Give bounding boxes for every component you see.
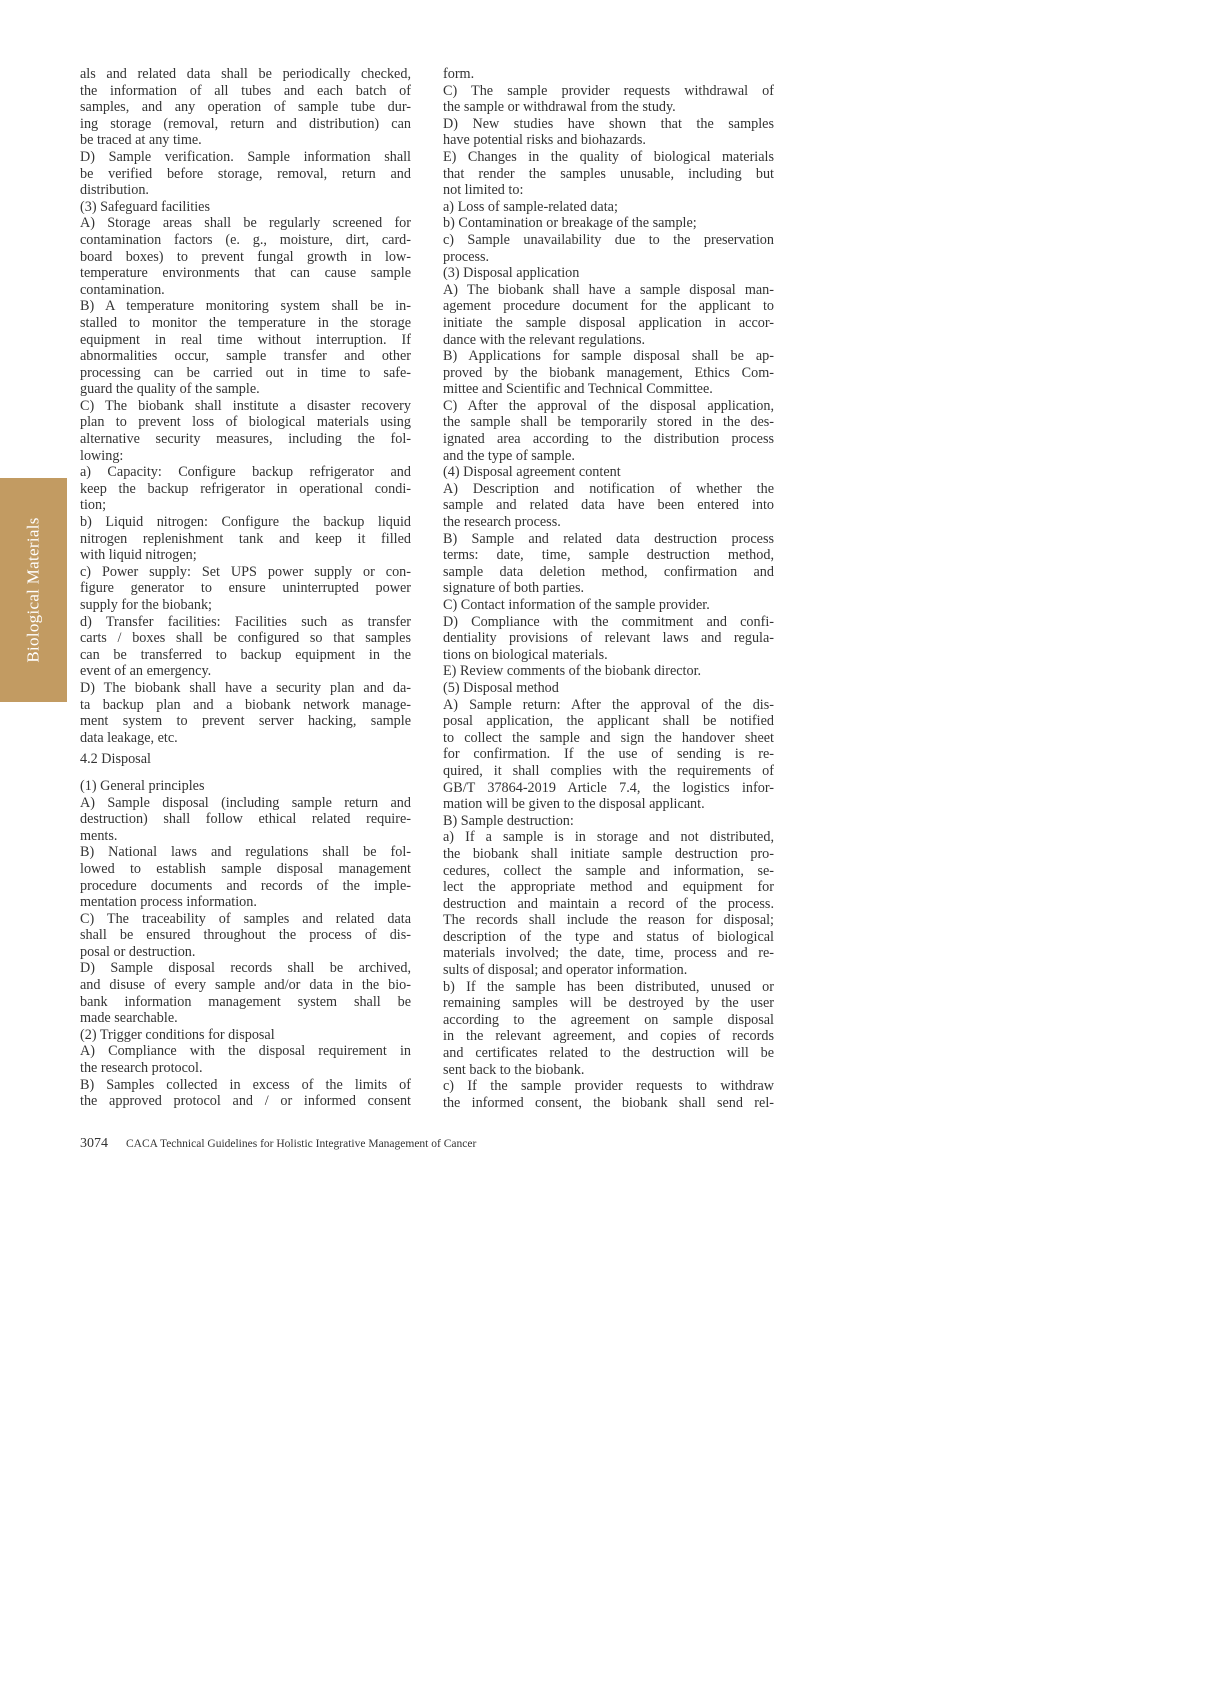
text-line: D) Sample disposal records shall be archived, <box>80 960 411 977</box>
text-line: that render the samples unusable, including but <box>443 165 774 182</box>
text-line: plan to prevent loss of biological materials using <box>80 414 411 431</box>
text-line: ment system to prevent server hacking, sample <box>80 713 411 730</box>
text-line: (3) Disposal application <box>443 265 580 282</box>
text-line: the informed consent, the biobank shall send rel- <box>443 1094 774 1111</box>
text-line: be verified before storage, removal, return and <box>80 165 411 182</box>
text-line: have potential risks and biohazards. <box>443 132 646 149</box>
text-line: a) If a sample is in storage and not distributed, <box>443 829 774 846</box>
text-line: to collect the sample and sign the handover sheet <box>443 729 774 746</box>
text-line: als and related data shall be periodically checked, <box>80 66 411 82</box>
text-line: guard the quality of the sample. <box>80 381 260 398</box>
text-line: the information of all tubes and each batch of <box>80 82 411 99</box>
text-line: in the relevant agreement, and copies of records <box>443 1028 774 1045</box>
text-line: C) The traceability of samples and related data <box>80 910 411 927</box>
text-line: samples, and any operation of sample tube dur- <box>80 99 411 116</box>
text-line: event of an emergency. <box>80 663 212 680</box>
text-line: proved by the biobank management, Ethics Com- <box>443 364 774 381</box>
text-line: the biobank shall initiate sample destruction pro- <box>443 845 774 862</box>
text-line: D) The biobank shall have a security plan and da- <box>80 679 411 696</box>
text-line: c) Power supply: Set UPS power supply or con- <box>80 563 411 580</box>
text-line: destruction) shall follow ethical related require- <box>80 811 411 828</box>
text-line: sample data deletion method, confirmation and <box>443 563 774 580</box>
text-line: initiate the sample disposal application in accor- <box>443 314 774 331</box>
text-line: equipment in real time without interruption. If <box>80 331 411 348</box>
text-line: lowing: <box>80 447 124 464</box>
text-line: GB/T 37864-2019 Article 7.4, the logistics infor- <box>443 779 774 796</box>
text-line: E) Review comments of the biobank director. <box>443 663 702 680</box>
text-line: contamination factors (e. g., moisture, dirt, card- <box>80 231 411 248</box>
text-line: signature of both parties. <box>443 580 585 597</box>
text-line: contamination. <box>80 281 165 298</box>
text-line: mentation process information. <box>80 894 257 911</box>
text-line: for confirmation. If the use of sending is re- <box>443 746 774 763</box>
text-line: alternative security measures, including the fol- <box>80 431 411 448</box>
text-line: (1) General principles <box>80 777 205 794</box>
text-line: A) The biobank shall have a sample disposal man- <box>443 281 774 298</box>
text-line: nitrogen replenishment tank and keep it filled <box>80 530 411 547</box>
text-line: agement procedure document for the applicant to <box>443 298 774 315</box>
text-line: (4) Disposal agreement content <box>443 464 621 481</box>
text-line: B) Samples collected in excess of the limits of <box>80 1076 411 1093</box>
text-line: with liquid nitrogen; <box>80 547 197 564</box>
text-line: b) Contamination or breakage of the sample; <box>443 215 697 232</box>
text-line: and certificates related to the destruction will be <box>443 1045 774 1062</box>
text-line: C) Contact information of the sample provider. <box>443 597 710 613</box>
text-line: D) Sample verification. Sample information shall <box>80 148 411 165</box>
text-line: abnormalities occur, sample transfer and other <box>80 348 411 365</box>
text-line: A) Compliance with the disposal requirement in <box>80 1043 411 1060</box>
section-heading: 4.2 Disposal <box>80 751 151 768</box>
section-side-tab <box>0 478 67 702</box>
text-line: A) Description and notification of whether the <box>443 480 774 497</box>
text-line: according to the agreement on sample disposal <box>443 1011 774 1028</box>
text-line: sample and related data have been entered into <box>443 497 774 514</box>
text-line: the sample shall be temporarily stored in the des- <box>443 414 774 431</box>
text-line: and the type of sample. <box>443 447 575 464</box>
text-line: lowed to establish sample disposal management <box>80 860 411 877</box>
text-line: A) Sample return: After the approval of the dis- <box>443 696 774 713</box>
text-line: C) After the approval of the disposal application, <box>443 397 774 414</box>
text-line: data leakage, etc. <box>80 729 178 746</box>
text-line: B) A temperature monitoring system shall be in- <box>80 298 411 315</box>
text-line: process. <box>443 248 490 265</box>
text-line: dentiality provisions of relevant laws and regula- <box>443 630 774 647</box>
text-line: sent back to the biobank. <box>443 1061 585 1078</box>
text-line: B) Applications for sample disposal shall be ap- <box>443 348 774 365</box>
text-line: the research protocol. <box>80 1060 203 1077</box>
text-line: (5) Disposal method <box>443 679 559 696</box>
text-line: a) Loss of sample-related data; <box>443 198 618 215</box>
text-line: ta backup plan and a biobank network manage- <box>80 696 411 713</box>
text-line: posal application, the applicant shall be notified <box>443 713 774 730</box>
journal-title: CACA Technical Guidelines for Holistic Integrative Management of Cancer <box>126 1138 477 1150</box>
text-line: mation will be given to the disposal applicant. <box>443 796 705 813</box>
text-line: distribution. <box>80 182 149 199</box>
text-line: b) If the sample has been distributed, unused or <box>443 978 774 995</box>
text-line: keep the backup refrigerator in operational condi- <box>80 480 411 497</box>
text-line: D) New studies have shown that the samples <box>443 115 774 132</box>
text-line: (3) Safeguard facilities <box>80 198 210 215</box>
text-line: A) Storage areas shall be regularly screened for <box>80 215 411 232</box>
text-line: E) Changes in the quality of biological materials <box>443 148 774 165</box>
text-line: C) The sample provider requests withdrawal of <box>443 82 774 99</box>
text-line: stalled to monitor the temperature in the storage <box>80 314 411 331</box>
text-line: figure generator to ensure uninterrupted power <box>80 580 411 597</box>
text-line: the approved protocol and / or informed consent <box>80 1093 411 1110</box>
text-line: remaining samples will be destroyed by the user <box>443 995 774 1012</box>
text-line: c) Sample unavailability due to the preservation <box>443 231 774 248</box>
text-line: quired, it shall complies with the requirements of <box>443 762 774 779</box>
text-line: ments. <box>80 827 118 844</box>
text-line: be traced at any time. <box>80 132 202 149</box>
text-line: The records shall include the reason for disposal; <box>443 912 774 929</box>
text-line: (2) Trigger conditions for disposal <box>80 1026 275 1043</box>
text-line: dance with the relevant regulations. <box>443 331 646 348</box>
text-line: b) Liquid nitrogen: Configure the backup liquid <box>80 514 411 531</box>
text-line: can be transferred to backup equipment in the <box>80 646 411 663</box>
text-line: B) Sample destruction: <box>443 812 574 829</box>
text-line: C) The biobank shall institute a disaster recovery <box>80 397 411 414</box>
text-line: procedure documents and records of the imple- <box>80 877 411 894</box>
text-line: bank information management system shall be <box>80 993 411 1010</box>
text-line: tions on biological materials. <box>443 646 608 663</box>
text-line: the research process. <box>443 514 561 531</box>
text-line: and disuse of every sample and/or data in the bio- <box>80 977 411 994</box>
right-text-column <box>443 66 774 1111</box>
text-line: tion; <box>80 497 107 514</box>
text-line: posal or destruction. <box>80 943 196 960</box>
text-line: B) National laws and regulations shall be fol- <box>80 844 411 861</box>
text-line: a) Capacity: Configure backup refrigerator and <box>80 464 411 481</box>
text-line: the sample or withdrawal from the study. <box>443 99 676 116</box>
page-footer <box>80 1136 476 1152</box>
text-line: ignated area according to the distribution process <box>443 431 774 448</box>
text-line: d) Transfer facilities: Facilities such as transfer <box>80 613 411 630</box>
text-line: sults of disposal; and operator information. <box>443 962 688 979</box>
text-line: A) Sample disposal (including sample return and <box>80 794 411 811</box>
text-line: supply for the biobank; <box>80 597 213 613</box>
side-tab-label: Biological Materials <box>23 517 43 663</box>
text-line: cedures, collect the sample and information, se- <box>443 862 774 879</box>
text-line: destruction and maintain a record of the process. <box>443 895 774 912</box>
text-line: c) If the sample provider requests to withdraw <box>443 1078 774 1095</box>
text-line: mittee and Scientific and Technical Committee. <box>443 381 713 398</box>
text-line: carts / boxes shall be configured so that samples <box>80 630 411 647</box>
text-line: terms: date, time, sample destruction method, <box>443 547 774 564</box>
text-line: form. <box>443 66 475 82</box>
left-text-column <box>80 66 411 1110</box>
text-line: not limited to: <box>443 182 524 199</box>
text-line: processing can be carried out in time to safe- <box>80 364 411 381</box>
text-line: lect the appropriate method and equipment for <box>443 879 774 896</box>
text-line: D) Compliance with the commitment and confi- <box>443 613 774 630</box>
text-line: board boxes) to prevent fungal growth in low- <box>80 248 411 265</box>
text-line: made searchable. <box>80 1010 178 1027</box>
text-line: shall be ensured throughout the process of dis- <box>80 927 411 944</box>
text-line: temperature environments that can cause sample <box>80 265 411 282</box>
text-line: B) Sample and related data destruction process <box>443 530 774 547</box>
text-line: materials involved; the date, time, process and re- <box>443 945 774 962</box>
text-line: description of the type and status of biological <box>443 928 774 945</box>
page-number: 3074 <box>80 1136 108 1151</box>
text-line: ing storage (removal, return and distribution) can <box>80 115 411 132</box>
